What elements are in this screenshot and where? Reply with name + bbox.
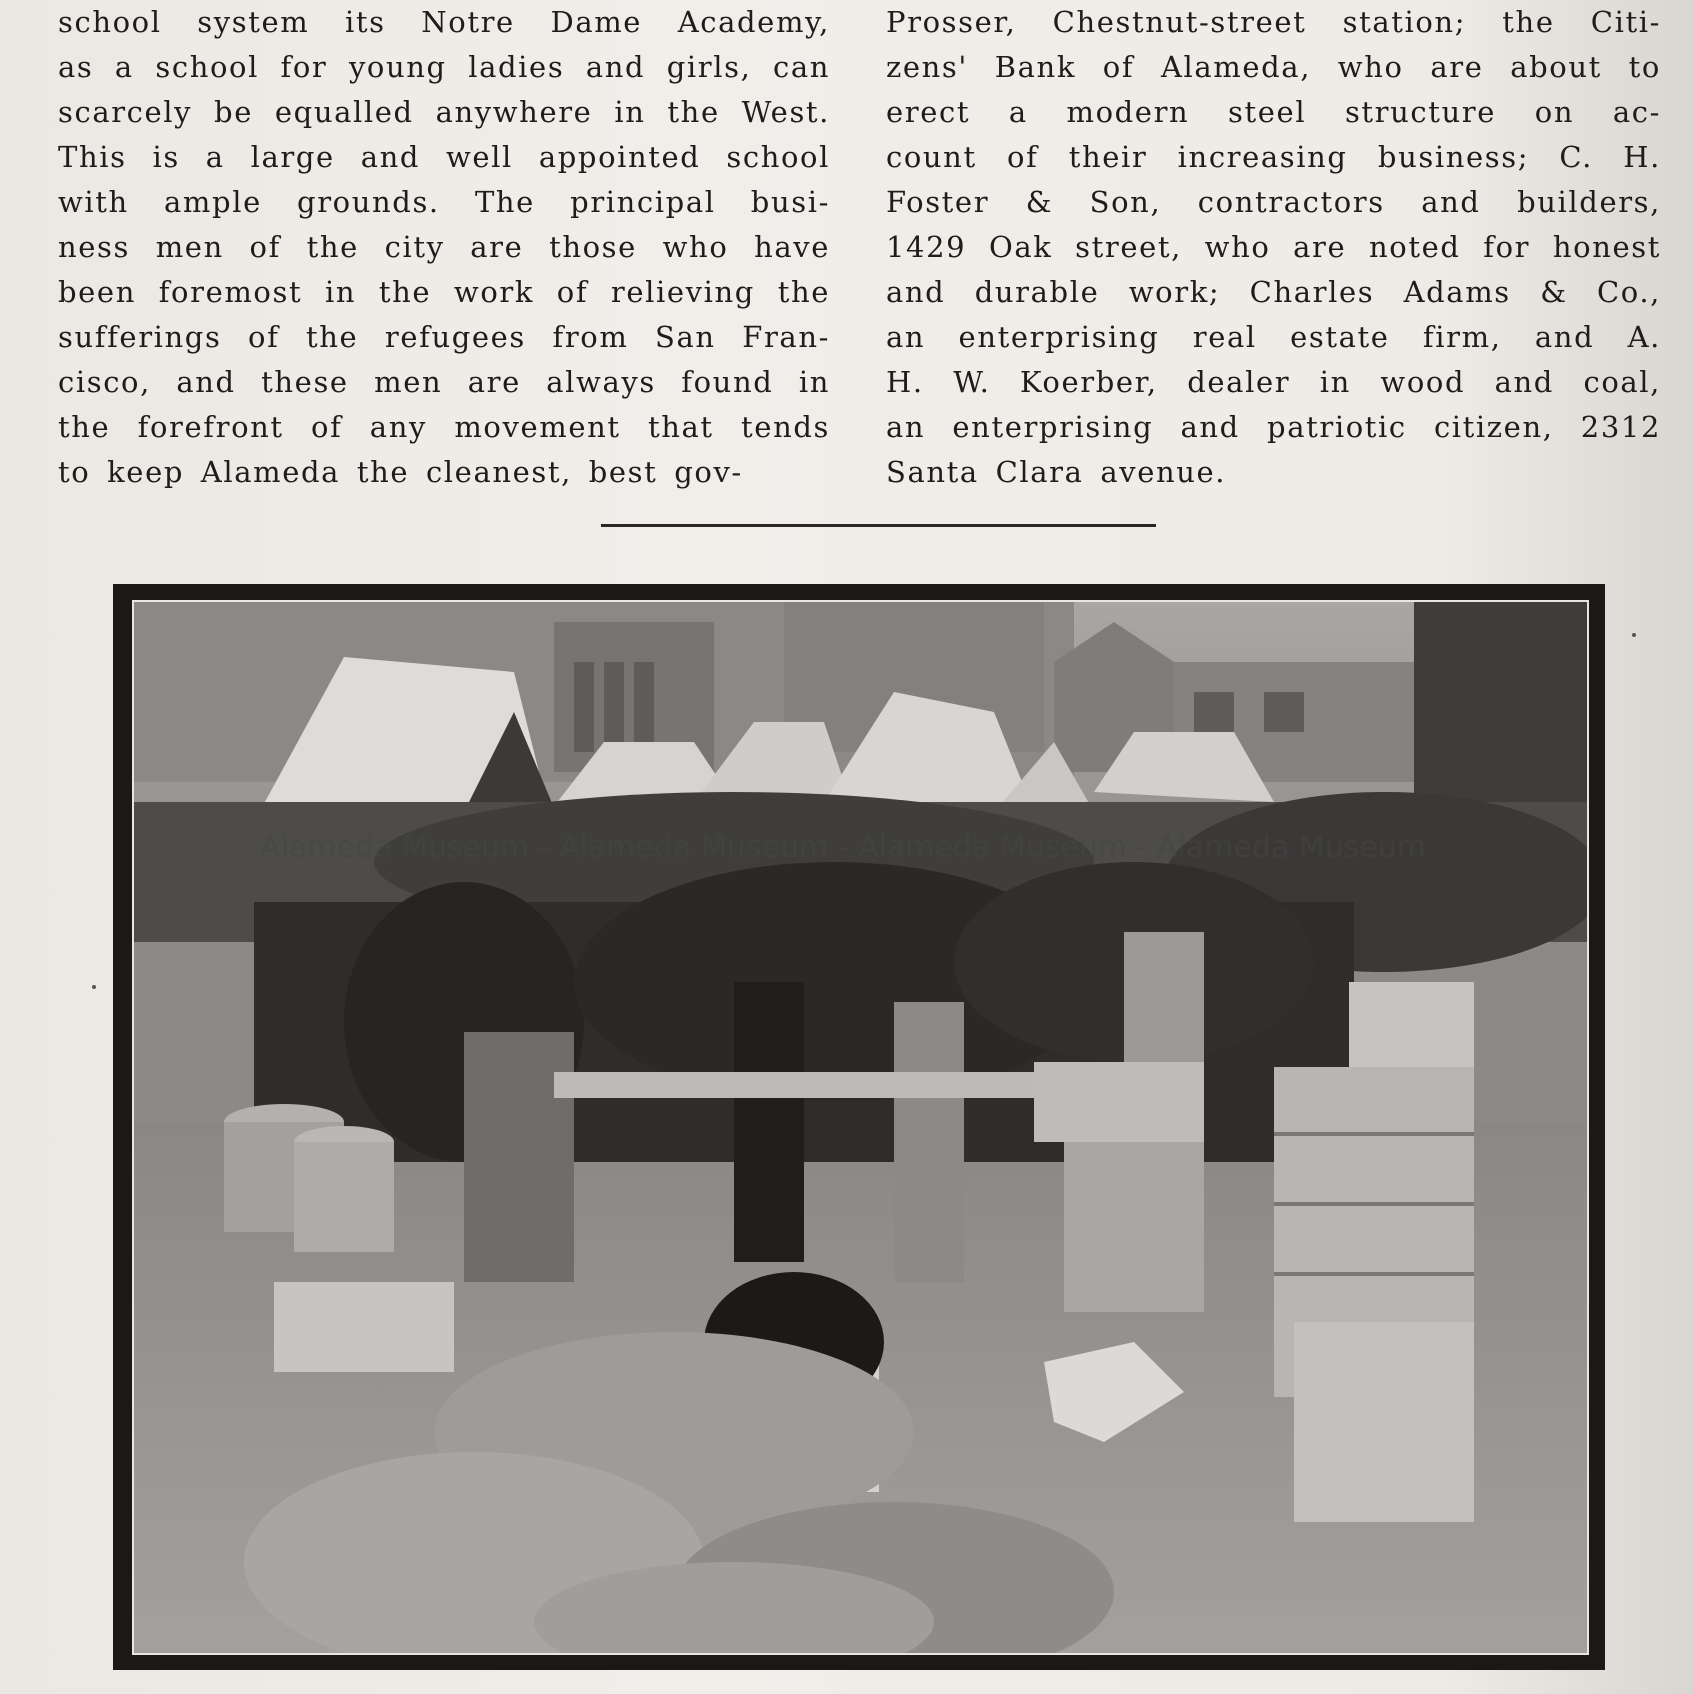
- right-line-3: erect a modern steel structure on ac-: [886, 95, 1661, 129]
- right-line-7: and durable work; Charles Adams & Co.,: [886, 275, 1661, 309]
- left-line-11: to keep Alameda the cleanest, best gov-: [58, 455, 743, 489]
- museum-watermark: Alameda Museum - Alameda Museum - Alameda Museum - Alameda Museum: [260, 830, 1427, 865]
- right-line-4: count of their increasing business; C. H.: [886, 140, 1661, 174]
- right-line-5: Foster & Son, contractors and builders,: [886, 185, 1661, 219]
- page-speck: [1632, 633, 1636, 637]
- right-line-11: Santa Clara avenue.: [886, 455, 1227, 489]
- photo-illustration: [134, 602, 1587, 1653]
- left-line-8: sufferings of the refugees from San Fran-: [58, 320, 830, 354]
- section-divider-rule: [601, 524, 1156, 527]
- left-line-5: with ample grounds. The principal busi-: [58, 185, 830, 219]
- left-text-column: [58, 0, 830, 495]
- right-line-2: zens' Bank of Alameda, who are about to: [886, 50, 1661, 84]
- left-line-1: school system its Notre Dame Academy,: [58, 5, 830, 39]
- right-line-6: 1429 Oak street, who are noted for honest: [886, 230, 1661, 264]
- right-line-10: an enterprising and patriotic citizen, 2312: [886, 410, 1661, 444]
- left-line-2: as a school for young ladies and girls, can: [58, 50, 830, 84]
- left-line-7: been foremost in the work of relieving the: [58, 275, 830, 309]
- right-line-9: H. W. Koerber, dealer in wood and coal,: [886, 365, 1661, 399]
- left-line-9: cisco, and these men are always found in: [58, 365, 830, 399]
- left-line-10: the forefront of any movement that tends: [58, 410, 830, 444]
- right-line-8: an enterprising real estate firm, and A.: [886, 320, 1661, 354]
- page-speck: [92, 985, 96, 989]
- relief-camp-photograph: [132, 600, 1589, 1655]
- left-line-6: ness men of the city are those who have: [58, 230, 830, 264]
- left-line-4: This is a large and well appointed school: [58, 140, 830, 174]
- right-text-column: [886, 0, 1661, 495]
- left-line-3: scarcely be equalled anywhere in the West.: [58, 95, 830, 129]
- right-line-1: Prosser, Chestnut-street station; the Citi-: [886, 5, 1661, 39]
